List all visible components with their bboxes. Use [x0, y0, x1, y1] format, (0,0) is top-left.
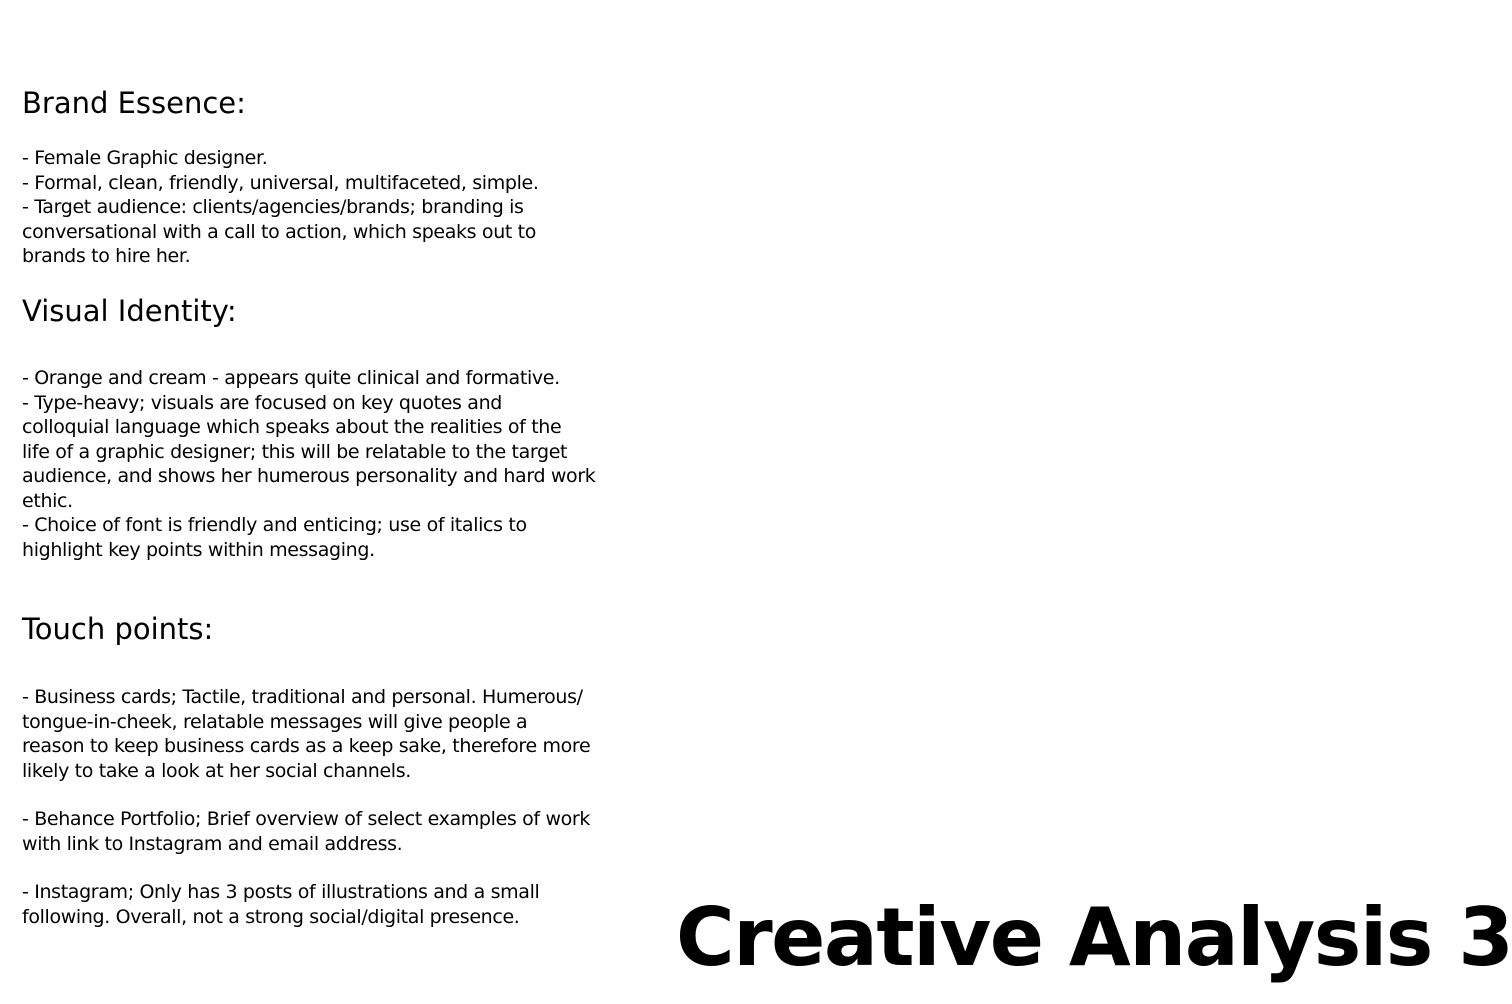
- text-line: ethic.: [22, 489, 73, 512]
- text-line: - Female Graphic designer.: [22, 147, 268, 169]
- page-title: Creative Analysis 3: [676, 891, 1512, 984]
- text-line: following. Overall, not a strong social/digital presence.: [22, 905, 520, 928]
- touch-points-heading: Touch points:: [22, 612, 214, 646]
- brand-essence-heading: Brand Essence:: [22, 86, 246, 120]
- text-line: reason to keep business cards as a keep sake, therefore more: [22, 735, 591, 757]
- text-line: - Behance Portfolio; Brief overview of select examples of work: [22, 808, 591, 830]
- brand-essence-text: [22, 146, 612, 269]
- text-line: conversational with a call to action, which speaks out to: [22, 220, 537, 243]
- text-line: - Type-heavy; visuals are focused on key quotes and: [22, 391, 502, 414]
- business-cards-text: [22, 685, 612, 783]
- text-line: - Instagram; Only has 3 posts of illustrations and a small: [22, 881, 540, 903]
- text-line: highlight key points within messaging.: [22, 538, 375, 561]
- visual-identity-heading: Visual Identity:: [22, 294, 237, 328]
- visual-identity-text: [22, 366, 612, 562]
- text-line: - Formal, clean, friendly, universal, multifaceted, simple.: [22, 171, 539, 194]
- behance-text: [22, 807, 612, 856]
- text-line: tongue-in-cheek, relatable messages will give people a: [22, 710, 528, 733]
- text-line: audience, and shows her humerous personality and hard work: [22, 465, 596, 487]
- text-line: likely to take a look at her social channels.: [22, 759, 411, 782]
- text-line: - Orange and cream - appears quite clinical and formative.: [22, 367, 560, 389]
- text-line: colloquial language which speaks about the realities of the: [22, 416, 562, 438]
- text-line: - Target audience: clients/agencies/brands; branding is: [22, 196, 524, 218]
- instagram-text: [22, 880, 612, 929]
- text-line: brands to hire her.: [22, 245, 191, 267]
- text-line: with link to Instagram and email address.: [22, 832, 403, 855]
- text-line: - Business cards; Tactile, traditional and personal. Humerous/: [22, 686, 583, 708]
- text-line: life of a graphic designer; this will be relatable to the target: [22, 440, 568, 463]
- text-line: - Choice of font is friendly and enticing; use of italics to: [22, 514, 527, 536]
